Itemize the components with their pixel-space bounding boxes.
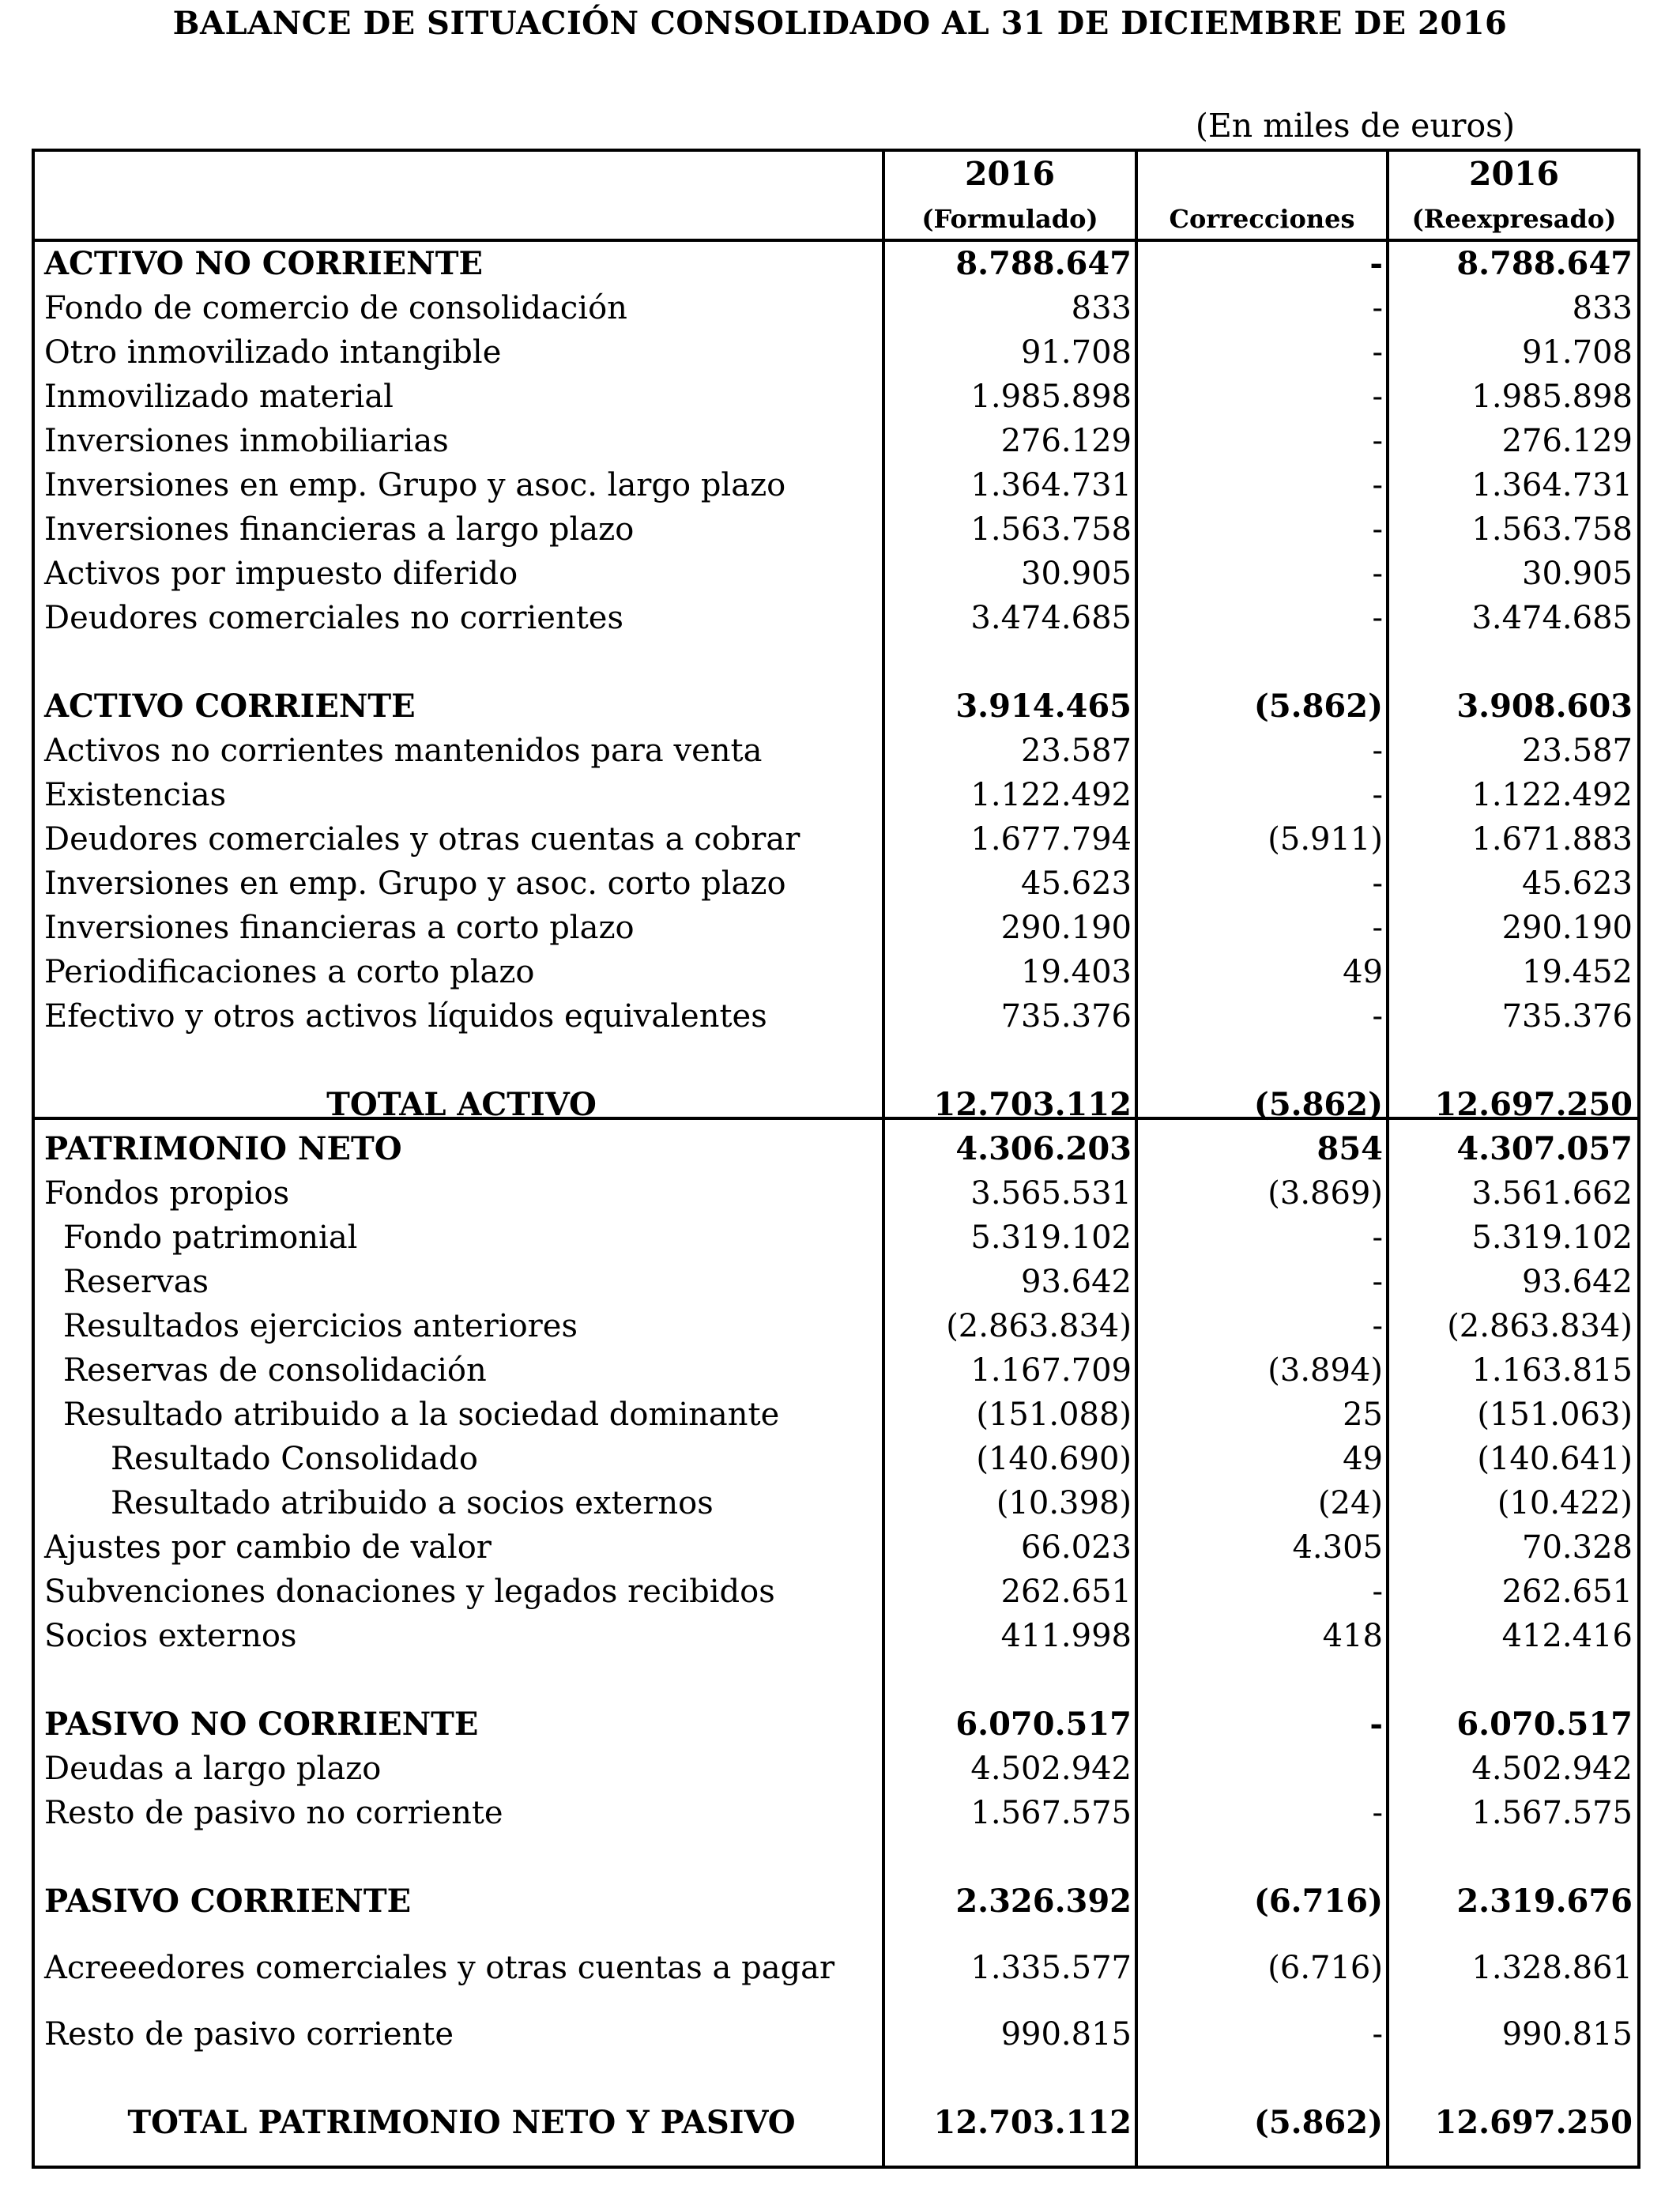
value-correcciones: - (1372, 910, 1383, 946)
row-label: Existencias (44, 777, 227, 813)
value-correcciones: - (1369, 1706, 1383, 1743)
table-row (0, 1570, 1680, 1614)
row-label: Inversiones financieras a corto plazo (44, 910, 635, 946)
col-formulado-label: (Formulado) (921, 204, 1098, 234)
value-correcciones: (3.869) (1268, 1175, 1383, 1212)
value-reexpresado: 4.307.057 (1456, 1130, 1633, 1167)
row-label: Otro inmovilizado intangible (44, 334, 502, 371)
row-label: TOTAL PATRIMONIO NETO Y PASIVO (127, 2104, 796, 2141)
row-label: Inversiones financieras a largo plazo (44, 511, 635, 548)
value-correcciones: - (1372, 467, 1383, 503)
value-formulado: 93.642 (1021, 1264, 1132, 1300)
table-row (0, 1260, 1680, 1304)
value-reexpresado: 1.567.575 (1471, 1795, 1633, 1831)
value-reexpresado: 833 (1572, 290, 1633, 326)
value-formulado: (140.690) (976, 1441, 1132, 1477)
table-row (0, 817, 1680, 861)
value-formulado: 30.905 (1021, 556, 1132, 592)
row-label: Deudores comerciales y otras cuentas a cobrar (44, 821, 800, 858)
table-row (0, 950, 1680, 994)
row-label: Resto de pasivo no corriente (44, 1795, 503, 1831)
value-correcciones: 418 (1322, 1618, 1383, 1654)
total-row (0, 2101, 1680, 2145)
value-reexpresado: 4.502.942 (1471, 1751, 1633, 1787)
table-row (0, 1171, 1680, 1216)
table-row (0, 1614, 1680, 1658)
table-row (0, 1393, 1680, 1437)
value-formulado: 411.998 (1000, 1618, 1132, 1654)
value-formulado: 45.623 (1021, 865, 1132, 902)
value-formulado: 1.677.794 (970, 821, 1132, 858)
value-correcciones: - (1372, 423, 1383, 459)
units-note: (En miles de euros) (1195, 107, 1516, 145)
value-correcciones: - (1372, 1574, 1383, 1610)
value-correcciones: - (1372, 556, 1383, 592)
table-row (0, 286, 1680, 330)
table-row (0, 906, 1680, 950)
row-label: PATRIMONIO NETO (44, 1130, 402, 1167)
value-formulado: 1.567.575 (970, 1795, 1132, 1831)
value-formulado: 290.190 (1000, 910, 1132, 946)
value-correcciones: - (1372, 865, 1383, 902)
value-reexpresado: (10.422) (1497, 1485, 1633, 1521)
value-correcciones: (6.716) (1253, 1883, 1383, 1920)
table-row (0, 2012, 1680, 2056)
value-correcciones: (24) (1317, 1485, 1383, 1521)
value-formulado: 1.122.492 (970, 777, 1132, 813)
section-row (0, 1702, 1680, 1747)
value-reexpresado: 276.129 (1501, 423, 1633, 459)
value-formulado: 3.474.685 (970, 600, 1132, 636)
value-correcciones: 25 (1343, 1397, 1383, 1433)
value-correcciones: - (1372, 998, 1383, 1035)
value-formulado: 3.914.465 (955, 688, 1132, 725)
value-correcciones: (3.894) (1268, 1352, 1383, 1389)
row-label: Reservas (63, 1264, 209, 1300)
section-row (0, 1879, 1680, 1924)
table-row (0, 375, 1680, 419)
value-formulado: 276.129 (1000, 423, 1132, 459)
table-row (0, 773, 1680, 817)
row-label: Resultado Consolidado (111, 1441, 478, 1477)
value-formulado: 5.319.102 (970, 1220, 1132, 1256)
value-reexpresado: 1.563.758 (1471, 511, 1633, 548)
value-correcciones: - (1372, 733, 1383, 769)
row-label: Inversiones en emp. Grupo y asoc. corto plazo (44, 865, 786, 902)
value-reexpresado: 735.376 (1501, 998, 1633, 1035)
value-formulado: 23.587 (1021, 733, 1132, 769)
value-correcciones: - (1372, 1220, 1383, 1256)
table-row (0, 1216, 1680, 1260)
row-label: PASIVO CORRIENTE (44, 1883, 412, 1920)
table-row (0, 1747, 1680, 1791)
table-row (0, 1791, 1680, 1835)
col-reexpresado-label: (Reexpresado) (1411, 204, 1617, 234)
page-title: BALANCE DE SITUACIÓN CONSOLIDADO AL 31 DE DICIEMBRE DE 2016 (172, 5, 1508, 42)
value-correcciones: (5.862) (1253, 1086, 1383, 1123)
value-formulado: 8.788.647 (955, 245, 1132, 282)
value-formulado: 1.167.709 (970, 1352, 1132, 1389)
value-formulado: 4.502.942 (970, 1751, 1132, 1787)
value-correcciones: - (1372, 1795, 1383, 1831)
col-formulado-year: 2016 (964, 155, 1056, 193)
value-reexpresado: 1.328.861 (1471, 1950, 1633, 1986)
value-reexpresado: 3.474.685 (1471, 600, 1633, 636)
value-formulado: 12.703.112 (933, 2104, 1132, 2141)
table-row (0, 1525, 1680, 1570)
value-reexpresado: 12.697.250 (1434, 2104, 1633, 2141)
value-formulado: 66.023 (1021, 1529, 1132, 1566)
value-reexpresado: (151.063) (1477, 1397, 1633, 1433)
value-reexpresado: 3.908.603 (1456, 688, 1633, 725)
table-row (0, 419, 1680, 463)
table-row (0, 861, 1680, 906)
value-correcciones: 854 (1317, 1130, 1383, 1167)
value-correcciones: - (1372, 379, 1383, 415)
value-reexpresado: 1.122.492 (1471, 777, 1633, 813)
table-row (0, 1946, 1680, 1990)
row-label: Resto de pasivo corriente (44, 2016, 454, 2053)
value-correcciones: - (1372, 290, 1383, 326)
value-reexpresado: 70.328 (1522, 1529, 1633, 1566)
section-row (0, 684, 1680, 729)
value-formulado: 19.403 (1021, 954, 1132, 990)
value-formulado: (10.398) (996, 1485, 1132, 1521)
value-reexpresado: 91.708 (1522, 334, 1633, 371)
row-label: Resultado atribuido a socios externos (111, 1485, 714, 1521)
value-reexpresado: 12.697.250 (1434, 1086, 1633, 1123)
value-formulado: (2.863.834) (946, 1308, 1132, 1344)
row-label: Deudores comerciales no corrientes (44, 600, 623, 636)
value-reexpresado: 990.815 (1501, 2016, 1633, 2053)
row-label: Ajustes por cambio de valor (44, 1529, 492, 1566)
value-reexpresado: 1.364.731 (1471, 467, 1633, 503)
value-reexpresado: 3.561.662 (1471, 1175, 1633, 1212)
total-row (0, 1083, 1680, 1127)
value-reexpresado: 23.587 (1522, 733, 1633, 769)
table-row (0, 463, 1680, 507)
value-correcciones: 49 (1343, 1441, 1383, 1477)
row-label: ACTIVO NO CORRIENTE (44, 245, 483, 282)
value-reexpresado: 262.651 (1501, 1574, 1633, 1610)
row-label: Inversiones en emp. Grupo y asoc. largo plazo (44, 467, 786, 503)
value-correcciones: (5.862) (1253, 688, 1383, 725)
row-label: Socios externos (44, 1618, 297, 1654)
value-correcciones: - (1372, 511, 1383, 548)
value-reexpresado: 412.416 (1501, 1618, 1633, 1654)
value-correcciones: - (1369, 245, 1383, 282)
row-label: Acreeedores comerciales y otras cuentas a pagar (44, 1950, 835, 1986)
value-formulado: 6.070.517 (955, 1706, 1132, 1743)
table-row (0, 1481, 1680, 1525)
table-row (0, 1437, 1680, 1481)
row-label: Periodificaciones a corto plazo (44, 954, 535, 990)
value-reexpresado: 6.070.517 (1456, 1706, 1633, 1743)
row-label: Inmovilizado material (44, 379, 394, 415)
row-label: Deudas a largo plazo (44, 1751, 382, 1787)
value-reexpresado: 1.163.815 (1471, 1352, 1633, 1389)
value-reexpresado: 290.190 (1501, 910, 1633, 946)
value-formulado: 1.364.731 (970, 467, 1132, 503)
value-formulado: 833 (1071, 290, 1132, 326)
table-row (0, 1348, 1680, 1393)
value-reexpresado: 2.319.676 (1456, 1883, 1633, 1920)
value-formulado: 990.815 (1000, 2016, 1132, 2053)
value-formulado: 12.703.112 (933, 1086, 1132, 1123)
section-row (0, 1127, 1680, 1171)
value-correcciones: (5.862) (1253, 2104, 1383, 2141)
value-correcciones: (6.716) (1268, 1950, 1383, 1986)
value-correcciones: - (1372, 1308, 1383, 1344)
table-row (0, 994, 1680, 1039)
value-reexpresado: 1.985.898 (1471, 379, 1633, 415)
section-row (0, 242, 1680, 286)
value-correcciones: - (1372, 2016, 1383, 2053)
value-formulado: 4.306.203 (955, 1130, 1132, 1167)
value-reexpresado: 19.452 (1522, 954, 1633, 990)
value-formulado: 262.651 (1000, 1574, 1132, 1610)
value-formulado: (151.088) (976, 1397, 1132, 1433)
row-label: Inversiones inmobiliarias (44, 423, 449, 459)
value-reexpresado: 1.671.883 (1471, 821, 1633, 858)
table-row (0, 1304, 1680, 1348)
value-reexpresado: 30.905 (1522, 556, 1633, 592)
col-correcciones-label: Correcciones (1169, 204, 1355, 234)
value-reexpresado: 93.642 (1522, 1264, 1633, 1300)
value-reexpresado: 8.788.647 (1456, 245, 1633, 282)
value-reexpresado: (140.641) (1477, 1441, 1633, 1477)
table-row (0, 596, 1680, 640)
value-formulado: 3.565.531 (970, 1175, 1132, 1212)
value-correcciones: - (1372, 334, 1383, 371)
row-label: Activos por impuesto diferido (44, 556, 518, 592)
value-correcciones: 49 (1343, 954, 1383, 990)
table-row (0, 729, 1680, 773)
row-label: Activos no corrientes mantenidos para venta (44, 733, 763, 769)
row-label: PASIVO NO CORRIENTE (44, 1706, 479, 1743)
row-label: Fondo de comercio de consolidación (44, 290, 627, 326)
row-label: Resultado atribuido a la sociedad dominante (63, 1397, 780, 1433)
value-correcciones: 4.305 (1292, 1529, 1383, 1566)
row-label: TOTAL ACTIVO (326, 1086, 597, 1123)
table-row (0, 507, 1680, 552)
value-correcciones: - (1372, 1264, 1383, 1300)
value-reexpresado: (2.863.834) (1447, 1308, 1633, 1344)
row-label: Resultados ejercicios anteriores (63, 1308, 578, 1344)
value-correcciones: (5.911) (1268, 821, 1383, 858)
value-formulado: 91.708 (1021, 334, 1132, 371)
row-label: Subvenciones donaciones y legados recibidos (44, 1574, 775, 1610)
table-row (0, 330, 1680, 375)
value-reexpresado: 45.623 (1522, 865, 1633, 902)
value-formulado: 1.563.758 (970, 511, 1132, 548)
value-reexpresado: 5.319.102 (1471, 1220, 1633, 1256)
value-formulado: 1.335.577 (970, 1950, 1132, 1986)
row-label: Fondos propios (44, 1175, 290, 1212)
row-label: Fondo patrimonial (63, 1220, 358, 1256)
value-formulado: 1.985.898 (970, 379, 1132, 415)
table-row (0, 552, 1680, 596)
value-correcciones: - (1372, 600, 1383, 636)
value-formulado: 2.326.392 (955, 1883, 1132, 1920)
value-formulado: 735.376 (1000, 998, 1132, 1035)
value-correcciones: - (1372, 777, 1383, 813)
row-label: Reservas de consolidación (63, 1352, 487, 1389)
row-label: ACTIVO CORRIENTE (44, 688, 416, 725)
col-reexpresado-year: 2016 (1468, 155, 1560, 193)
row-label: Efectivo y otros activos líquidos equivalentes (44, 998, 767, 1035)
